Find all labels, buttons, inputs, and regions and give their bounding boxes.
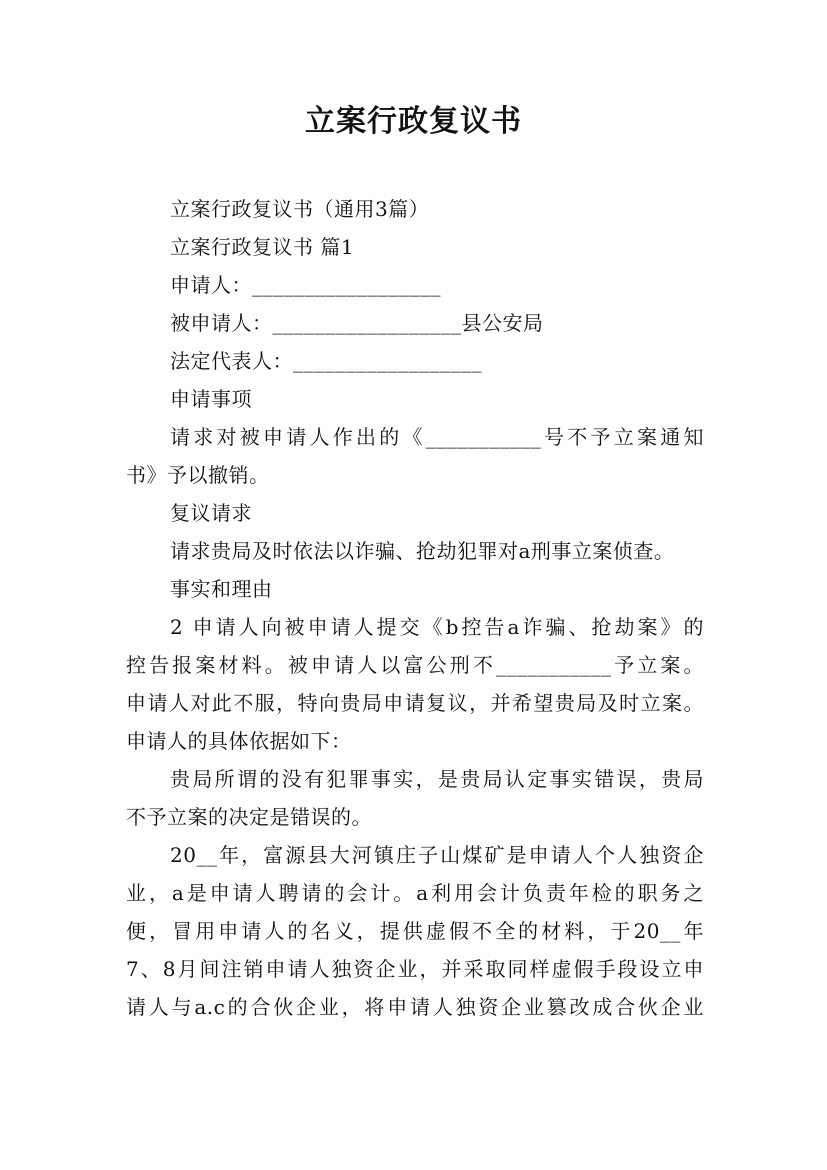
paragraph-line: 申请人的具体依据如下： [126, 729, 352, 753]
subtitle-line: 立案行政复议书（通用3篇） [170, 197, 430, 221]
paragraph-line: 控告报案材料。被申请人以富公刑不___________予立案。 [126, 653, 704, 677]
document-title: 立案行政复议书 [305, 104, 522, 139]
paragraph-line: 申请人对此不服，特向贵局申请复议，并希望贵局及时立案。 [126, 691, 704, 715]
paragraph-line: 请人与a.c的合伙企业，将申请人独资企业篡改成合伙企业 [126, 995, 704, 1019]
paragraph-line: 书》予以撤销。 [126, 463, 270, 487]
section-heading: 立案行政复议书 篇1 [170, 235, 355, 259]
paragraph-line: 7、8月间注销申请人独资企业，并采取同样虚假手段设立申 [126, 957, 704, 981]
document-body [126, 190, 704, 1026]
review-request-heading: 复议请求 [170, 501, 252, 525]
paragraph-line: 请求贵局及时依法以诈骗、抢劫犯罪对a刑事立案侦查。 [170, 539, 675, 563]
paragraph-line: 便，冒用申请人的名义，提供虚假不全的材料，于20__年 [126, 919, 704, 943]
applicant-line: 申请人：__________________ [170, 273, 441, 297]
legal-representative-line: 法定代表人：__________________ [170, 349, 482, 373]
paragraph-line: 20__年，富源县大河镇庄子山煤矿是申请人个人独资企 [170, 843, 704, 867]
paragraph-line: 请求对被申请人作出的《___________号不予立案通知 [170, 425, 704, 449]
paragraph-line: 2 申请人向被申请人提交《b控告a诈骗、抢劫案》的 [170, 615, 704, 639]
paragraph-line: 业，a是申请人聘请的会计。a利用会计负责年检的职务之 [126, 881, 704, 905]
application-matters-heading: 申请事项 [170, 387, 252, 411]
respondent-line: 被申请人：__________________县公安局 [170, 311, 544, 335]
facts-reasons-heading: 事实和理由 [170, 577, 273, 601]
paragraph-line: 贵局所谓的没有犯罪事实，是贵局认定事实错误，贵局 [170, 767, 704, 791]
paragraph-line: 不予立案的决定是错误的。 [126, 805, 372, 829]
